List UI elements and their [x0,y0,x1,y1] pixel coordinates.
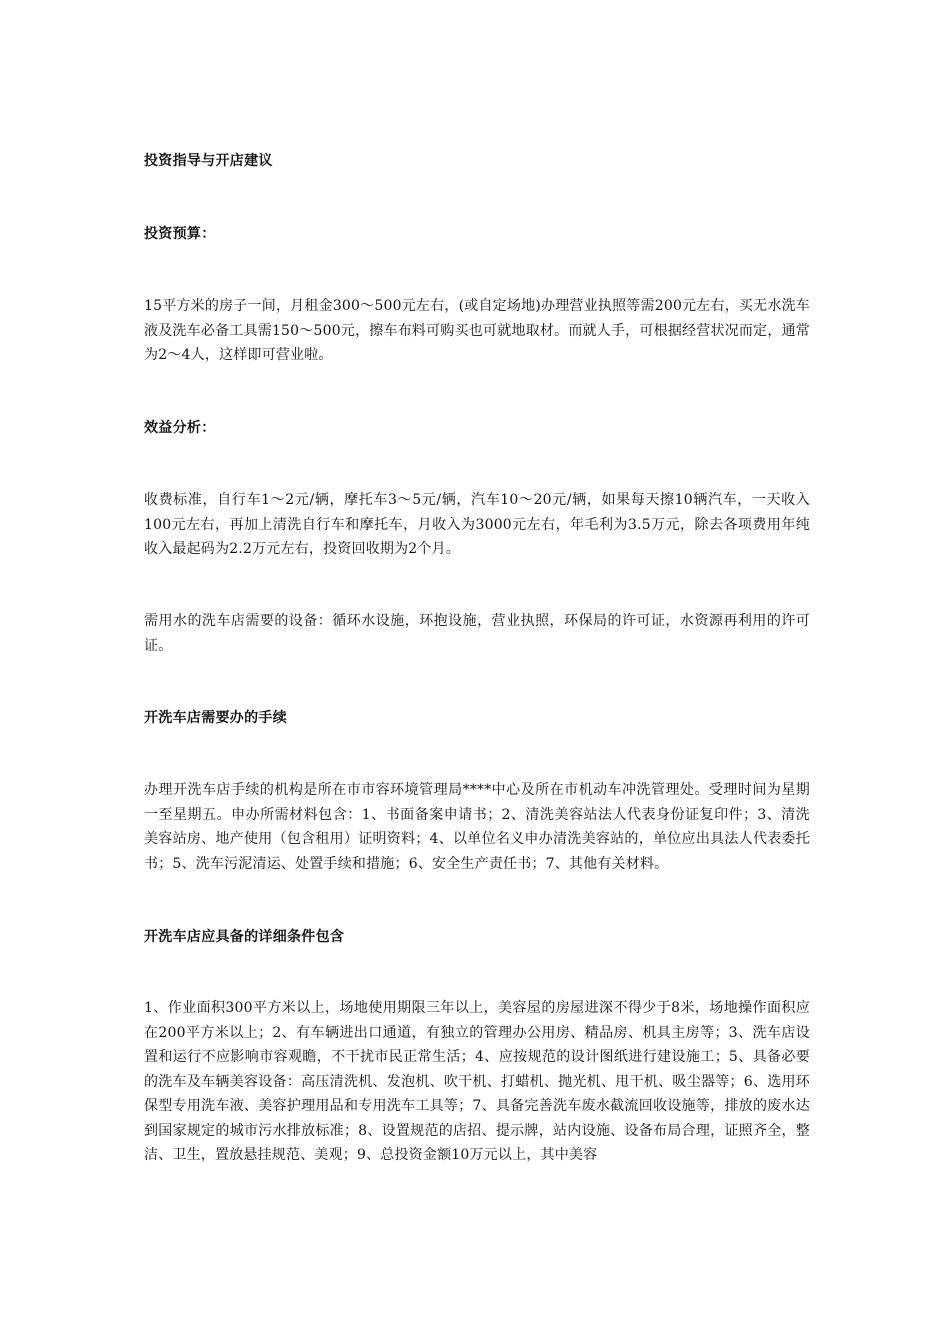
paragraph-conditions: 1、作业面积300平方米以上，场地使用期限三年以上，美容屋的房屋进深不得少于8米，场地操作面积应在200平方米以上；2、有车辆进出口通道，有独立的管理办公用房、精品房、机具主房等；3、洗车店设置和运行不应影响市容观瞻，不干扰市民正常生活；4、应按规范的设计图纸进行建设施工；5、具备必要的洗车及车辆美容设备：高压清洗机、发泡机、吹干机、打蜡机、抛光机、甩干机、吸尘器等；6、选用环保型专用洗车液、美容护理用品和专用洗车工具等；7、具备完善洗车废水截流回收设施等，排放的废水达到国家规定的城市污水排放标准；8、设置规范的店招、提示牌，站内设施、设备布局合理，证照齐全，整洁、卫生，置放悬挂规范、美观；9、总投资金额10万元以上，其中美容 [144,1000,810,1163]
document-title: 投资指导与开店建议 [144,153,273,169]
paragraph-procedures: 办理开洗车店手续的机构是所在市市容环境管理局****中心及所在市机动车冲洗管理处。受理时间为星期一至星期五。申办所需材料包含：1、书面备案申请书；2、清洗美容站法人代表身份证复印件；3、清洗美容站房、地产使用（包含租用）证明资料；4、以单位名义申办清洗美容站的，单位应出具法人代表委托书；5、洗车污泥清运、处置手续和措施；6、安全生产责任书；7、其他有关材料。 [144,782,810,872]
section-heading-benefit: 效益分析： [144,420,216,436]
paragraph-budget: 15平方米的房子一间，月租金300～500元左右，(或自定场地)办理营业执照等需200元左右，买无水洗车液及洗车必备工具需150～500元，擦车布料可购买也可就地取材。而就人手，可根据经营状况而定，通常为2～4人，这样即可营业啦。 [144,298,810,363]
paragraph-benefit: 收费标准，自行车1～2元/辆，摩托车3～5元/辆，汽车10～20元/辆，如果每天擦10辆汽车，一天收入100元左右，再加上清洗自行车和摩托车，月收入为3000元左右，年毛利为3.5万元，除去各项费用年纯收入最起码为2.2万元左右，投资回收期为2个月。 [144,492,810,557]
section-heading-conditions: 开洗车店应具备的详细条件包含 [144,929,345,945]
document-page [144,0,810,1344]
section-heading-procedures: 开洗车店需要办的手续 [144,710,287,726]
paragraph-equipment: 需用水的洗车店需要的设备：循环水设施，环抱设施，营业执照，环保局的许可证，水资源再利用的许可证。 [144,613,810,654]
section-heading-budget: 投资预算： [144,226,216,242]
